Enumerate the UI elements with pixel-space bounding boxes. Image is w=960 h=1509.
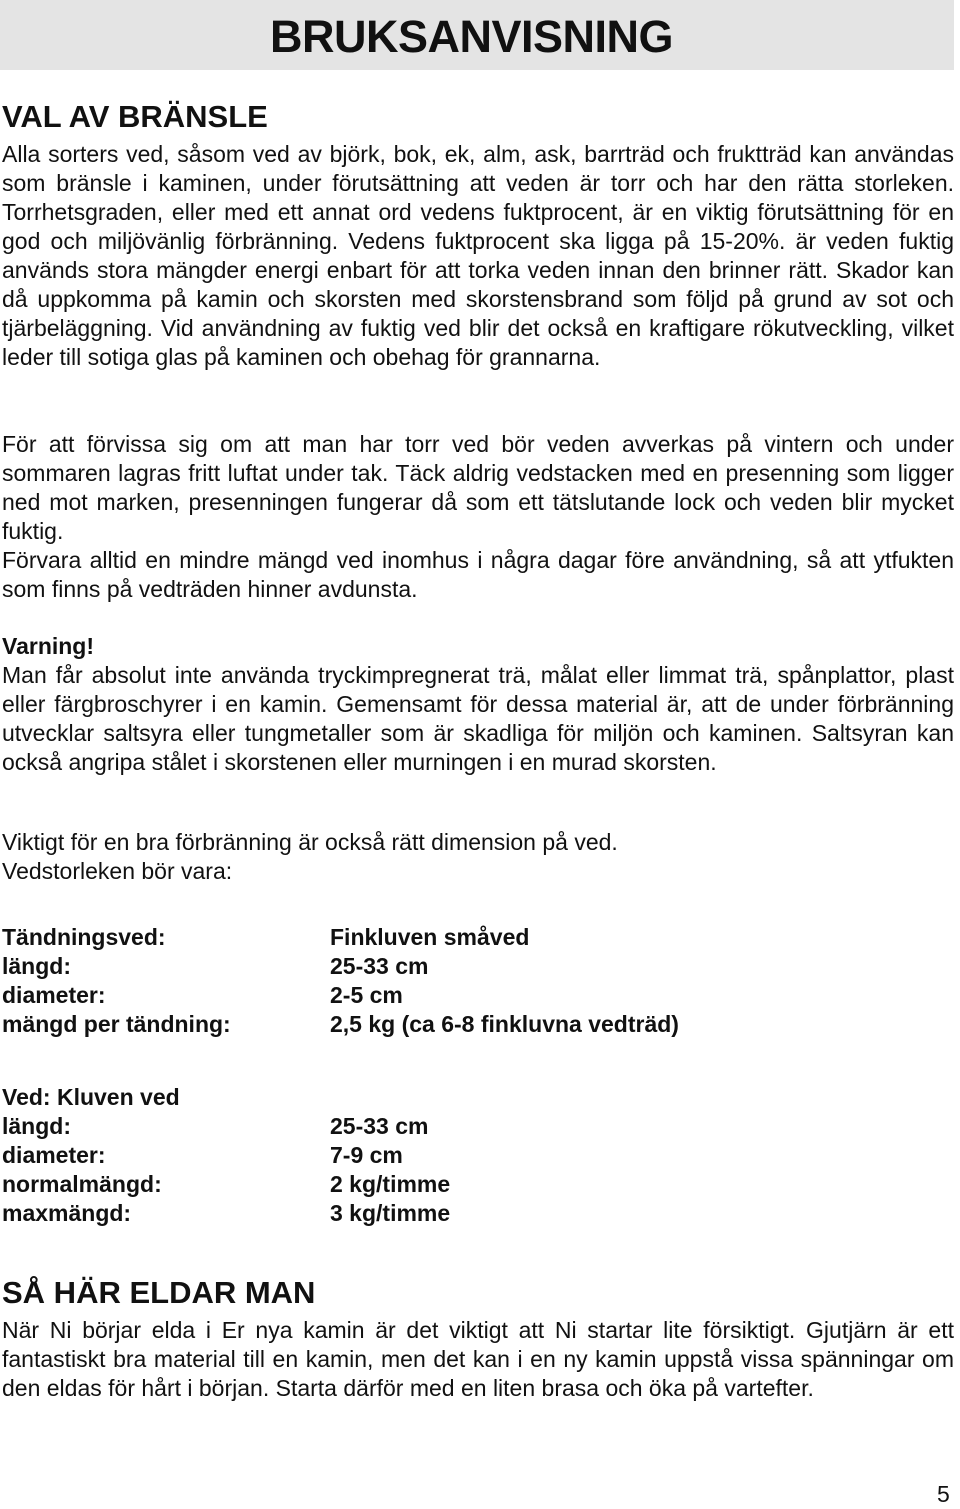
spec-value: 2-5 cm (330, 982, 403, 1008)
warning-text: Man får absolut inte använda tryckimpregnerat trä, målat eller limmat trä, spånplattor, plast eller färgbroschyrer i en kamin. Gemensamt för dessa material är, att de under förbränning utvecklar saltsyra eller tungmetaller som är skadliga för miljön och kaminen. Saltsyran kan också angripa stålet i skorstenen eller murningen i en murad skorsten. (2, 662, 954, 775)
dimension-line-1: Viktigt för en bra förbränning är också rätt dimension på ved. (2, 829, 618, 855)
spec-row (2, 1199, 954, 1228)
paragraph-storage: För att förvissa sig om att man har torr ved bör veden avverkas på vintern och under sommaren lagras fritt luftat under tak. Täck aldrig vedstacken med en presenning som ligger ned mot marken, presenningen fungerar då som ett tätslutande lock och veden blir mycket fuktig. (2, 431, 954, 544)
spec-label: maxmängd: (2, 1200, 132, 1226)
spec-row (2, 1112, 954, 1141)
spec-label: diameter: (2, 1142, 106, 1168)
wood-spec-table (2, 1083, 954, 1228)
kindling-spec-table (2, 923, 954, 1039)
spec-label: Tändningsved: (2, 924, 166, 950)
spec-label: längd: (2, 1113, 71, 1139)
spec-label: normalmängd: (2, 1171, 162, 1197)
paragraph-indoor-drying: Förvara alltid en mindre mängd ved inomhus i några dagar före användning, så att ytfukten som finns på vedträden hinner avdunsta. (2, 547, 954, 602)
spec-row (2, 923, 954, 952)
spec-label: mängd per tändning: (2, 1011, 231, 1037)
spec-value: 7-9 cm (330, 1142, 403, 1168)
spec-value: Finkluven småved (330, 924, 530, 950)
paragraph-fuel-intro: Alla sorters ved, såsom ved av björk, bok, ek, alm, ask, barrträd och fruktträd kan användas som bränsle i kaminen, under förutsättning att veden är torr och har den rätta storleken. Torrhetsgraden, eller med ett annat ord vedens fuktprocent, är en viktig förutsättning för en god och miljövänlig förbränning. Vedens fuktprocent ska ligga på 15-20%. är veden fuktig används stora mängder energi enbart för att torka veden innan den brinner rätt. Skador kan då uppkomma på kamin och skorsten med skorstensbrand som följd på grund av sot och tjärbeläggning. Vid användning av fuktig ved blir det också en kraftigare rökutveckling, vilket leder till sotiga glas på kaminen och obehag för grannarna. (2, 141, 954, 370)
warning-label: Varning! (2, 633, 95, 659)
spec-row (2, 981, 954, 1010)
paragraph-firing: När Ni börjar elda i Er nya kamin är det viktigt att Ni startar lite försiktigt. Gjutjärn är ett fantastiskt bra material till en kamin, men det kan i en ny kamin uppstå vissa spänningar om den eldas för hårt i början. Starta därför med en liten brasa och öka på vartefter. (2, 1317, 954, 1401)
spec-row (2, 1141, 954, 1170)
spec-label: diameter: (2, 982, 106, 1008)
dimension-line-2: Vedstorleken bör vara: (2, 858, 233, 884)
spec-row (2, 1010, 954, 1039)
spec-value: 25-33 cm (330, 1113, 429, 1139)
page-title: BRUKSANVISNING (270, 11, 674, 62)
spec-value: 2,5 kg (ca 6-8 finkluvna vedträd) (330, 1011, 679, 1037)
spec-row (2, 952, 954, 981)
spec-row (2, 1170, 954, 1199)
spec-title: Ved: Kluven ved (2, 1084, 180, 1110)
spec-label: längd: (2, 953, 71, 979)
header-bar (0, 0, 954, 70)
section-heading-firing: SÅ HÄR ELDAR MAN (2, 1275, 316, 1310)
spec-value: 25-33 cm (330, 953, 429, 979)
spec-row (2, 1083, 954, 1112)
page-number: 5 (937, 1481, 950, 1507)
spec-value: 3 kg/timme (330, 1200, 451, 1226)
section-heading-fuel: VAL AV BRÄNSLE (2, 99, 268, 134)
spec-value: 2 kg/timme (330, 1171, 451, 1197)
